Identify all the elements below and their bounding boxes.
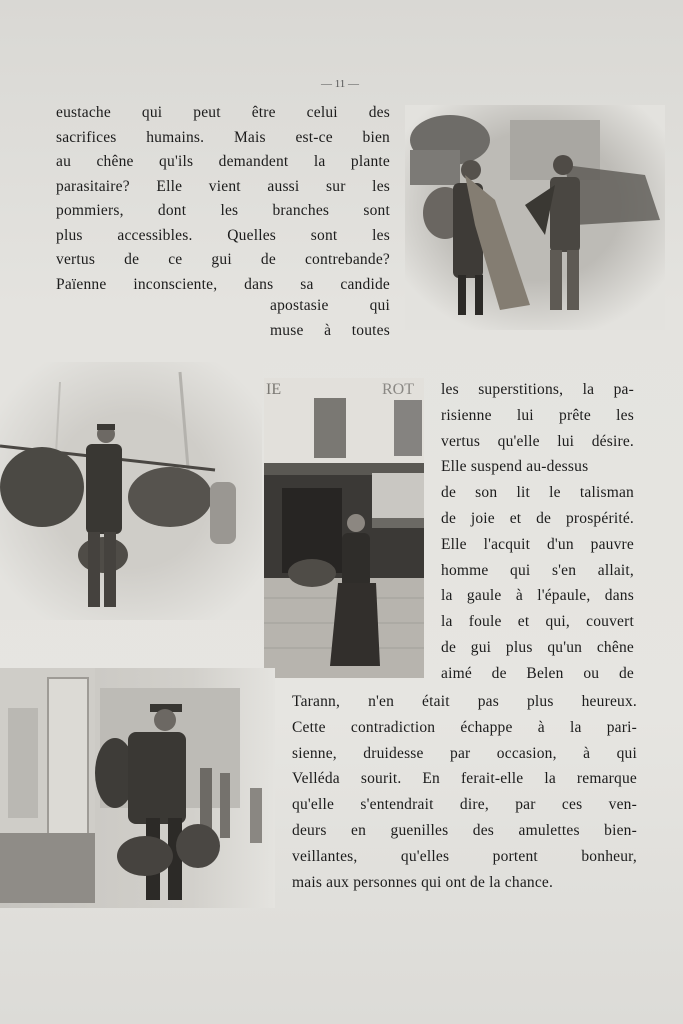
text-line: la foule et qui, couvert: [441, 613, 634, 631]
text-line: pommiers, dont les branches sont: [56, 202, 390, 219]
paragraph-closing: [292, 689, 637, 895]
text-line: risienne lui prête les: [441, 406, 634, 424]
text-line: sienne, druidesse par occasion, à qui: [292, 744, 637, 762]
text-line: Païenne inconsciente, dans sa candide: [56, 275, 390, 293]
text-line: de joie et de prospérité.: [441, 509, 634, 527]
photo-mistletoe-vendors: [405, 105, 665, 330]
text-line: veillantes, qu'elles portent bonheur,: [292, 847, 637, 865]
text-line: mais aux personnes qui ont de la chance.: [292, 873, 554, 891]
text-line: plus accessibles. Quelles sont les: [56, 226, 390, 244]
text-line: Elle l'acquit d'un pauvre: [441, 535, 634, 553]
text-line: homme qui s'en allait,: [441, 561, 634, 579]
shop-sign-left: IE: [266, 381, 282, 398]
paragraph-opening: [56, 101, 390, 297]
text-line: la gaule à l'épaule, dans: [441, 587, 634, 605]
photo-porter-with-pole: [0, 362, 262, 620]
text-line: au chêne qu'ils demandent la plante: [56, 153, 390, 170]
text-line: Tarann, n'en était pas plus heureux.: [292, 693, 637, 710]
text-line: de son lit le talisman: [441, 484, 634, 502]
text-line: aimé de Belen ou de: [441, 664, 634, 682]
text-line: eustache qui peut être celui des: [56, 104, 390, 121]
text-line: apostasie qui: [270, 297, 390, 314]
text-line: vertus de ce gui de contrebande?: [56, 251, 390, 268]
page-number: — 11 —: [320, 78, 360, 90]
text-line: Elle suspend au-dessus: [441, 458, 589, 476]
shop-sign-right: ROT: [382, 381, 414, 398]
paragraph-opening-continued: [270, 294, 390, 343]
text-line: sacrifices humains. Mais est-ce bien: [56, 128, 390, 146]
text-line: muse à toutes: [270, 321, 390, 339]
text-line: vertus qu'elle lui désire.: [441, 432, 634, 450]
text-line: Cette contradiction échappe à la pari-: [292, 718, 637, 736]
text-line: deurs en guenilles des amulettes bien-: [292, 821, 637, 839]
text-line: parasitaire? Elle vient aussi sur les: [56, 177, 390, 195]
paragraph-middle: [441, 377, 634, 687]
text-line: Velléda sourit. En ferait-elle la remarque: [292, 770, 637, 788]
text-line: qu'elle s'entendrait dire, par ces ven-: [292, 796, 637, 814]
photo-woman-with-basket: [264, 378, 424, 678]
text-line: les superstitions, la pa-: [441, 381, 634, 398]
photo-man-with-mistletoe: [0, 668, 275, 908]
text-line: de gui plus qu'un chêne: [441, 638, 634, 656]
